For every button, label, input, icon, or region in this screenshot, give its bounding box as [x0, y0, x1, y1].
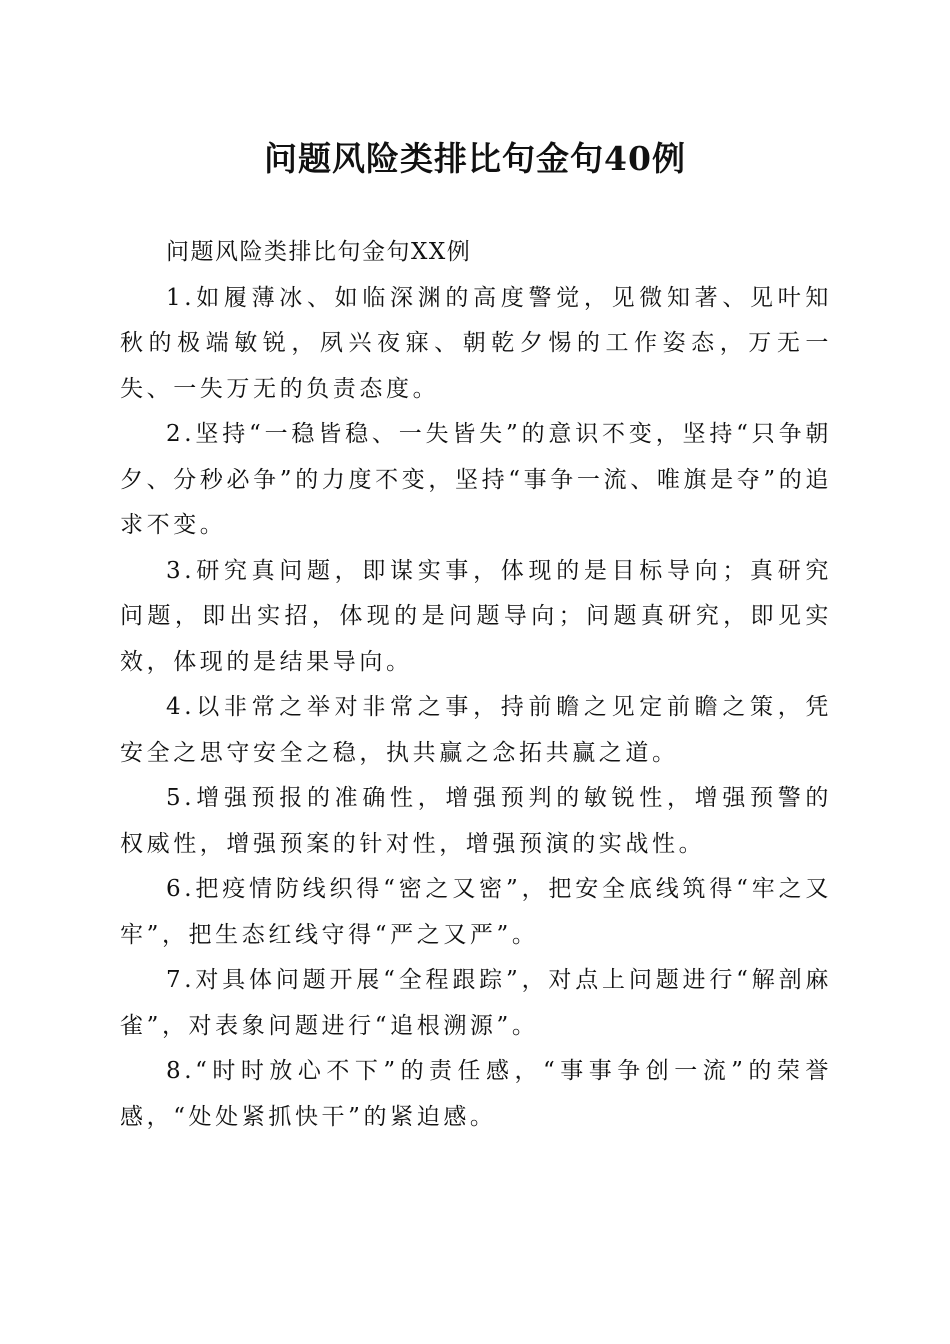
list-item-3: 3.研究真问题，即谋实事，体现的是目标导向；真研究问题，即出实招，体现的是问题导向；问题真研究，即见实效，体现的是结果导向。: [120, 557, 832, 675]
list-item-2: 2.坚持“一稳皆稳、一失皆失”的意识不变，坚持“只争朝夕、分秒必争”的力度不变，坚持“事争一流、唯旗是夺”的追求不变。: [120, 421, 832, 538]
document-body: [120, 230, 832, 1140]
document-title: 问题风险类排比句金句40例: [264, 139, 686, 178]
document-subtitle: 问题风险类排比句金句XX例: [166, 239, 472, 265]
list-item-6: 6.把疫情防线织得“密之又密”，把安全底线筑得“牢之又牢”，把生态红线守得“严之又严”。: [120, 876, 832, 948]
list-item-4: 4.以非常之举对非常之事，持前瞻之见定前瞻之策，凭安全之思守安全之稳，执共赢之念拓共赢之道。: [120, 694, 832, 766]
list-item-7: 7.对具体问题开展“全程跟踪”，对点上问题进行“解剖麻雀”，对表象问题进行“追根溯源”。: [120, 967, 832, 1039]
list-item-1: 1.如履薄冰、如临深渊的高度警觉，见微知著、见叶知秋的极端敏锐，夙兴夜寐、朝乾夕惕的工作姿态，万无一失、一失万无的负责态度。: [120, 284, 832, 402]
list-item-8: 8.“时时放心不下”的责任感，“事事争创一流”的荣誉感，“处处紧抓快干”的紧迫感。: [120, 1058, 832, 1130]
list-item-5: 5.增强预报的准确性，增强预判的敏锐性，增强预警的权威性，增强预案的针对性，增强预演的实战性。: [120, 785, 832, 857]
